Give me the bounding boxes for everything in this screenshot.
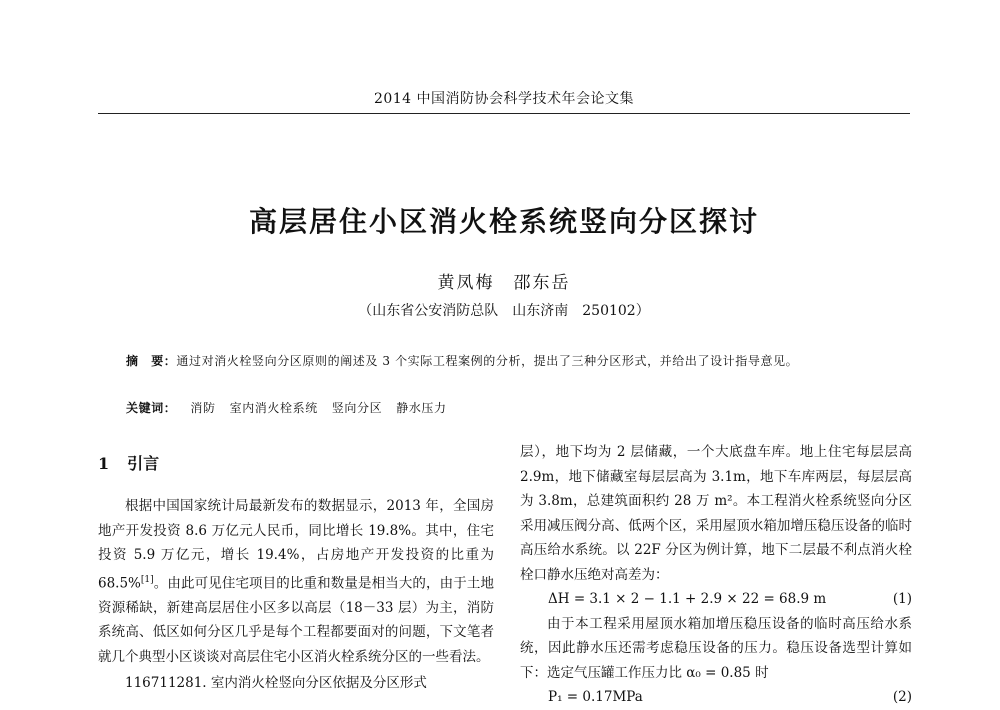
equation-number: (1)	[892, 591, 912, 607]
abstract	[98, 350, 910, 372]
paper-title: 高层居住小区消火栓系统竖向分区探讨	[248, 205, 759, 238]
keyword: 室内消火栓系统	[229, 401, 318, 415]
right-column	[520, 440, 912, 710]
intro-text: 根据中国国家统计局最新发布的数据显示，2013 年，全国房地产开发投资 8.6 万亿元人民币，同比增长 19.8%。其中，住宅投资 5.9 万亿元，增长 19.4%，占房地产开发投资的比重为 68.5%	[98, 498, 494, 591]
keyword: 消防	[190, 401, 216, 415]
subsection-heading: 116711281. 室内消火栓竖向分区依据及分区形式	[125, 675, 427, 691]
equation-text: ΔH = 3.1 × 2 − 1.1 + 2.9 × 22 = 68.9 m	[548, 591, 827, 607]
keywords-label: 关键词：	[126, 401, 177, 415]
left-column	[98, 450, 494, 696]
abstract-text: 通过对消火栓竖向分区原则的阐述及 3 个实际工程案例的分析，提出了三种分区形式，并给出了设计指导意见。	[176, 354, 799, 368]
abstract-label: 摘 要：	[126, 354, 177, 368]
equation-2	[520, 685, 912, 710]
keyword: 竖向分区	[331, 401, 383, 415]
intro-text-end: 。由此可见住宅项目的比重和数量是相当大的，由于土地资源稀缺，新建高层居住小区多以高层（18－33 层）为主，消防系统高、低区如何分区几乎是每个工程都要面对的问题，下文笔者就几个典型小区谈谈对高层住宅小区消火栓系统分区的一些看法。	[98, 575, 494, 665]
equation-text: P₁ = 0.17MPa	[548, 689, 643, 705]
body-paragraph: 由于本工程采用屋顶水箱加增压稳压设备的临时高压给水系统，因此静水压还需考虑稳压设备的压力。稳压设备选型计算如下：选定气压罐工作压力比 α₀ = 0.85 时	[520, 615, 912, 681]
keywords	[98, 398, 910, 418]
section-number: 1	[98, 454, 110, 473]
citation: [1]	[140, 574, 154, 585]
running-header: 2014 中国消防协会科学技术年会论文集	[373, 91, 635, 107]
body-paragraph: 层），地下均为 2 层储藏，一个大底盘车库。地上住宅每层层高 2.9m，地下储藏室每层层高为 3.1m，地下车库两层，每层层高为 3.8m，总建筑面积约 28 万 m²。本工程消火栓系统竖向分区采用减压阀分高、低两个区，采用屋顶水箱加增压稳压设备的临时高压给水系统。以 22F 分区为例计算，地下二层最不利点消火栓栓口静水压绝对高差为：	[520, 444, 912, 583]
section-heading	[98, 450, 494, 478]
affiliation: （山东省公安消防总队 山东济南 250102）	[358, 303, 650, 319]
header-rule	[98, 113, 910, 114]
section-title: 引言	[127, 454, 160, 473]
equation-1	[520, 587, 912, 612]
equation-number: (2)	[892, 689, 912, 705]
keyword: 静水压力	[396, 401, 447, 415]
intro-paragraph	[98, 494, 494, 669]
authors: 黄凤梅 邵东岳	[437, 273, 571, 293]
